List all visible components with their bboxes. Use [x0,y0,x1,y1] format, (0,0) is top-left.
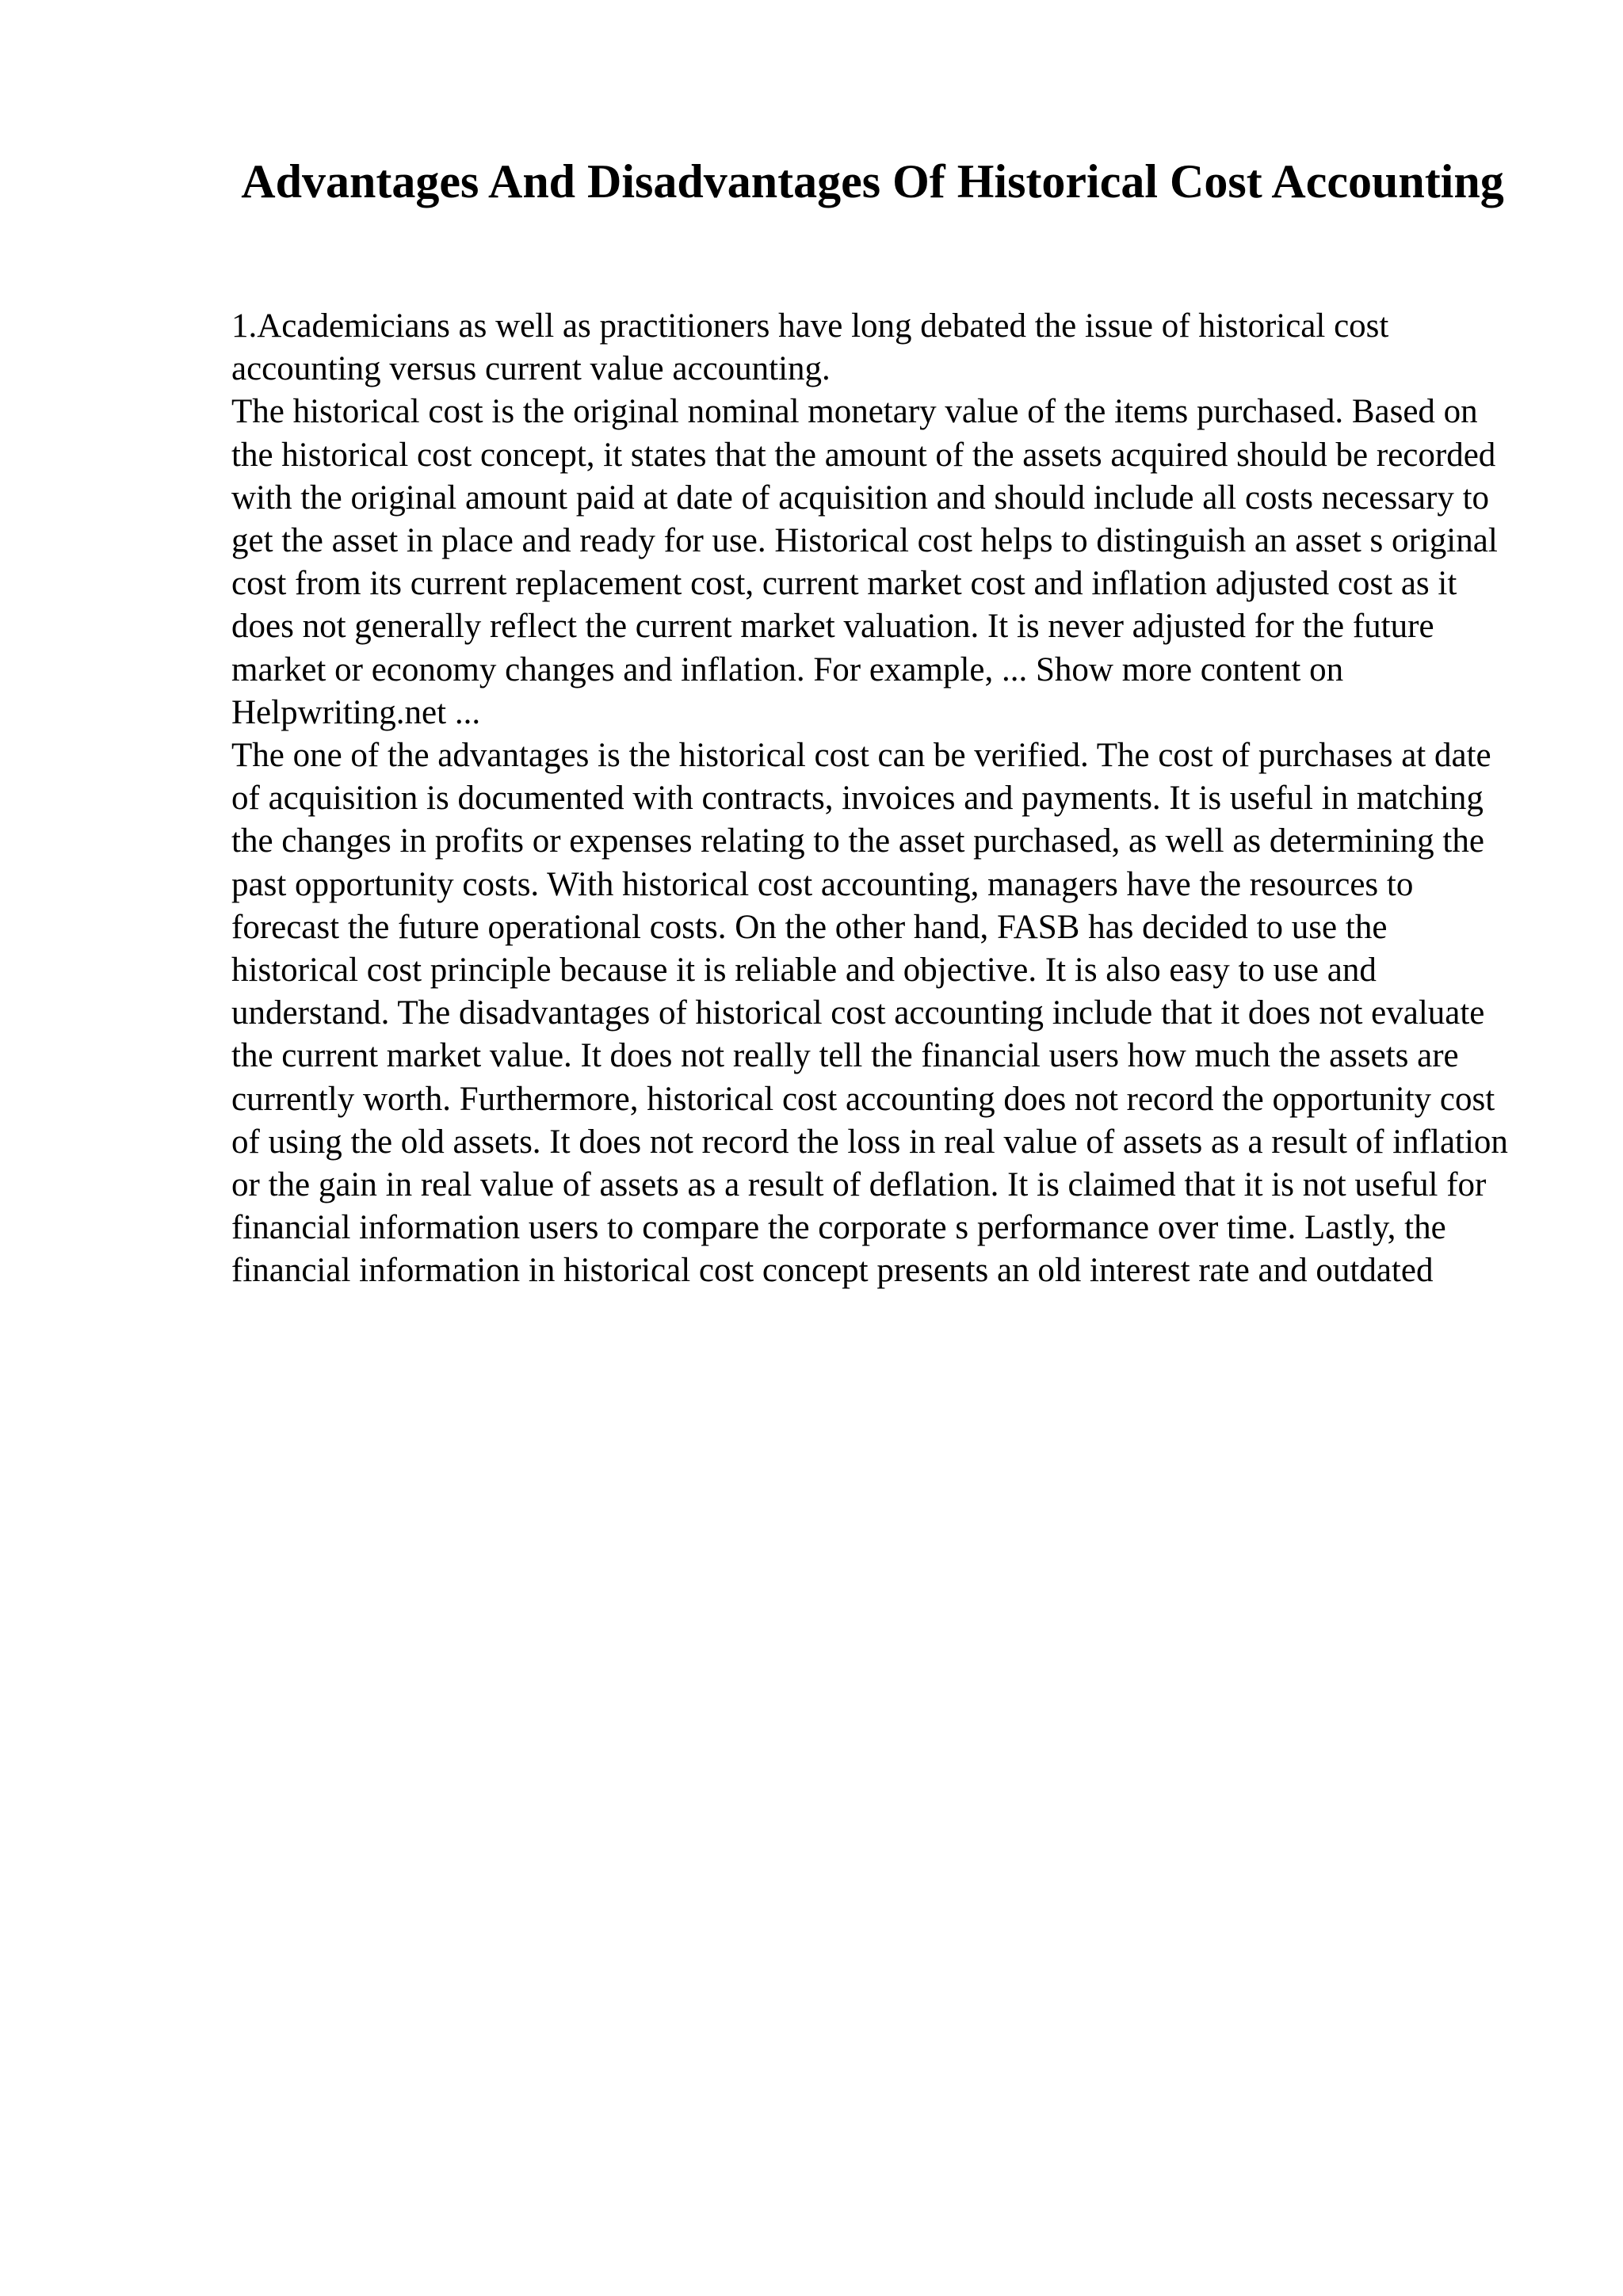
paragraph-intro: 1.Academicians as well as practitioners have long debated the issue of historical cost accounting versus current value accounting. [231,307,1389,388]
paragraph-definition: The historical cost is the original nominal monetary value of the items purchased. Based on the historical cost concept, it states that the amount of the assets acquired should be recorded with the original amount paid at date of acquisition and should include all costs necessary to get the asset in place and ready for use. Historical cost helps to distinguish an asset s original cost from its current replacement cost, current market cost and inflation adjusted cost as it does not generally reflect the current market valuation. It is never adjusted for the future market or economy changes and inflation. For example, ... Show more content on Helpwriting.net ... [231,393,1498,731]
document-title: Advantages And Disadvantages Of Historical Cost Accounting [241,155,1504,208]
document-body [231,305,1514,1293]
paragraph-advantages-disadvantages: The one of the advantages is the historical cost can be verified. The cost of purchases at date of acquisition is documented with contracts, invoices and payments. It is useful in matching the changes in profits or expenses relating to the asset purchased, as well as determining the past opportunity costs. With historical cost accounting, managers have the resources to forecast the future operational costs. On the other hand, FASB has decided to use the historical cost principle because it is reliable and objective. It is also easy to use and understand. The disadvantages of historical cost accounting include that it does not evaluate the current market value. It does not really tell the financial users how much the assets are currently worth. Furthermore, historical cost accounting does not record the opportunity cost of using the old assets. It does not record the loss in real value of assets as a result of inflation or the gain in real value of assets as a result of deflation. It is claimed that it is not useful for financial information users to compare the corporate s performance over time. Lastly, the financial information in historical cost concept presents an old interest rate and outdated [231,737,1508,1290]
